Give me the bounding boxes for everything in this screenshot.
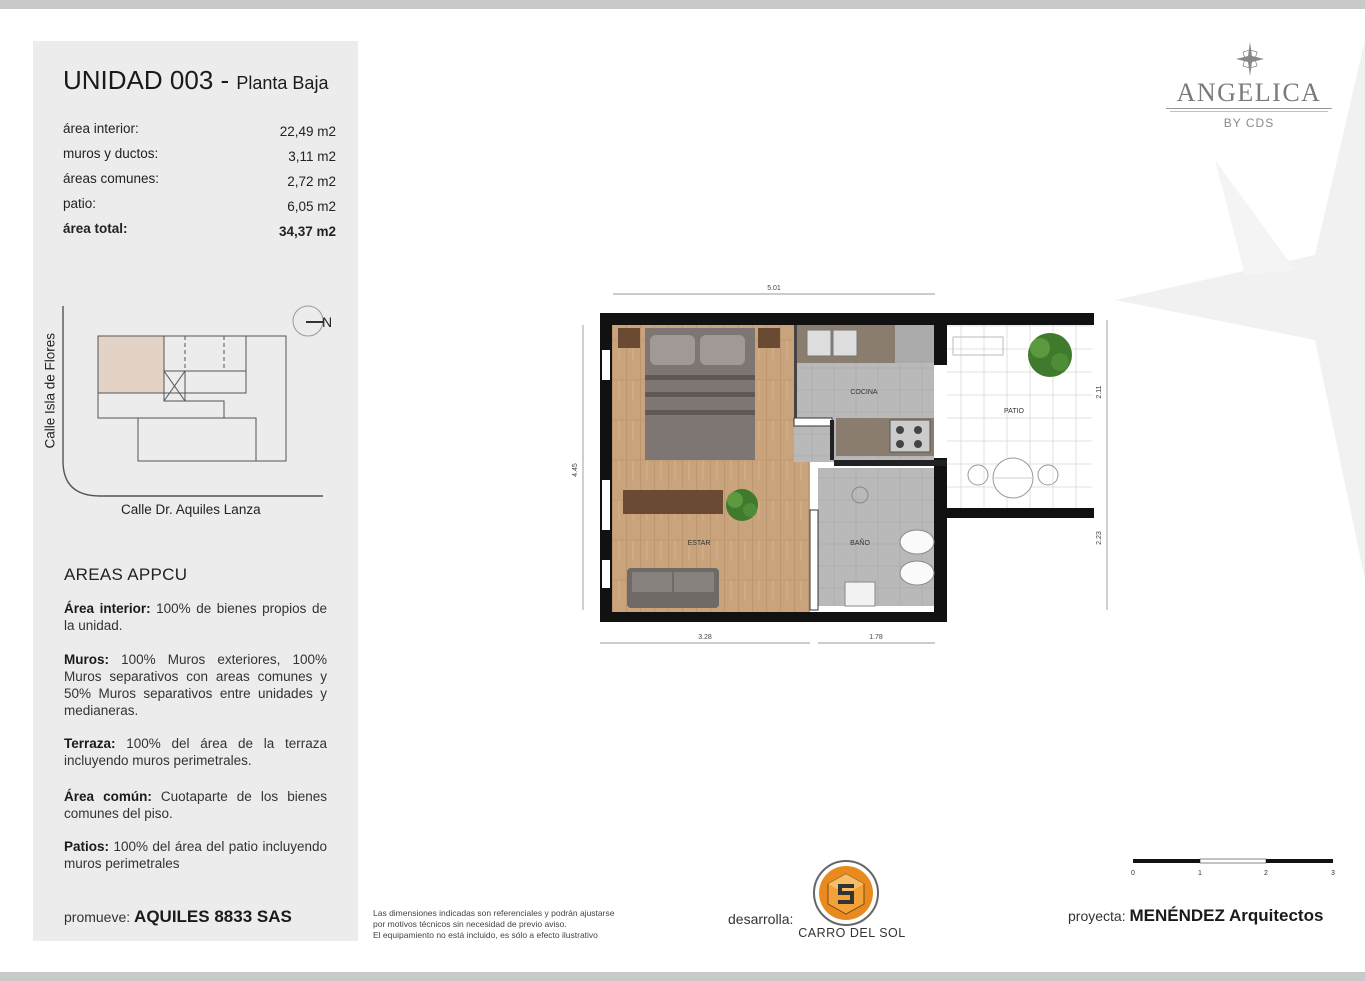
unit-floor: Planta Baja: [236, 73, 329, 93]
area-label: áreas comunes:: [63, 171, 160, 186]
area-table: [63, 121, 336, 246]
area-label: área interior:: [63, 121, 139, 136]
room-label-bano: BAÑO: [850, 540, 870, 547]
brand-underline: [1166, 108, 1332, 109]
architect-label: proyecta:: [1068, 908, 1126, 924]
appcu-title: AREAS APPCU: [64, 565, 188, 584]
room-label-patio: PATIO: [1004, 408, 1024, 415]
scale-tick: 0: [1131, 870, 1135, 877]
dimension-right-lower: 2.23: [1096, 531, 1103, 545]
street-bottom-label: Calle Dr. Aquiles Lanza: [121, 502, 261, 517]
appcu-item: [64, 788, 327, 822]
appcu-term: Muros:: [64, 652, 109, 667]
area-row: [63, 121, 336, 146]
promoter-label: promueve:: [64, 909, 131, 925]
area-value: 6,05 m2: [287, 199, 336, 214]
brand-underline: [1170, 111, 1328, 112]
architect: [1068, 906, 1323, 926]
disclaimer-line: Las dimensiones indicadas son referenciales y podrán ajustarse: [373, 908, 615, 918]
promoter: [64, 907, 292, 927]
appcu-item: [64, 735, 327, 769]
top-border-band: [0, 0, 1365, 9]
north-label: N: [322, 314, 333, 330]
disclaimer-line: El equipamiento no está incluido, es sólo a efecto ilustrativo: [373, 930, 598, 940]
room-label-estar: ESTAR: [687, 540, 711, 547]
appcu-term: Área común:: [64, 789, 152, 804]
bottom-border-band: [0, 972, 1365, 981]
scale-tick: 1: [1198, 870, 1202, 877]
dimension-right-upper: 2.11: [1096, 385, 1103, 399]
area-value: 34,37 m2: [278, 224, 336, 239]
developer-label: desarrolla:: [728, 911, 794, 927]
dimension-bottom-left: 3.28: [698, 634, 712, 641]
dimension-bottom-right: 1.78: [869, 634, 883, 641]
area-row: [63, 146, 336, 171]
desk: [623, 490, 723, 514]
scale-tick: 3: [1331, 870, 1335, 877]
appcu-text: 100% del área de la terraza incluyendo muros perimetrales.: [64, 736, 327, 768]
area-row: [63, 171, 336, 196]
appcu-item: [64, 838, 327, 872]
appcu-term: Patios:: [64, 839, 110, 854]
appcu-text: Cuotaparte de los bienes comunes del piso.: [64, 789, 327, 821]
site-plan: [38, 296, 338, 506]
area-label: muros y ductos:: [63, 146, 159, 161]
area-row: [63, 196, 336, 221]
area-value: 2,72 m2: [287, 174, 336, 189]
floor-plan: [570, 280, 1115, 650]
disclaimer: [373, 908, 643, 941]
unit-info-panel: [33, 41, 358, 941]
area-total-row: [63, 221, 336, 246]
appcu-text: 100% del área del patio incluyendo muros perimetrales: [64, 839, 327, 871]
appcu-item: [64, 651, 327, 719]
unit-title: [63, 65, 328, 96]
room-label-cocina: COCINA: [850, 389, 878, 396]
appcu-term: Terraza:: [64, 736, 116, 751]
promoter-name: AQUILES 8833 SAS: [134, 907, 292, 926]
scale-bar: [1128, 854, 1338, 880]
brand-subtitle: BY CDS: [1223, 116, 1275, 130]
unit-number: UNIDAD 003 -: [63, 65, 230, 95]
area-value: 22,49 m2: [279, 124, 336, 139]
area-value: 3,11 m2: [288, 149, 336, 164]
compass-star-icon: [1235, 42, 1265, 76]
scale-tick: 2: [1264, 870, 1268, 877]
appcu-text: 100% de bienes propios de la unidad.: [64, 601, 327, 633]
disclaimer-line: por motivos técnicos sin necesidad de previo aviso.: [373, 919, 567, 929]
dimension-top: 5.01: [767, 285, 781, 292]
area-label: área total:: [63, 221, 128, 236]
area-label: patio:: [63, 196, 97, 211]
appcu-item: [64, 600, 327, 634]
street-left-label: Calle Isla de Flores: [42, 332, 58, 449]
appcu-term: Área interior:: [64, 601, 151, 616]
carro-del-sol-logo-icon: [806, 860, 886, 926]
dimension-left: 4.45: [572, 463, 579, 477]
appcu-text: 100% Muros exteriores, 100% Muros separativos con areas comunes y 50% Muros separativos entre unidades y medianeras.: [64, 652, 327, 718]
brand-name: ANGELICA: [1176, 78, 1322, 107]
architect-name: MENÉNDEZ Arquitectos: [1129, 906, 1324, 925]
developer-name: CARRO DEL SOL: [798, 926, 906, 940]
